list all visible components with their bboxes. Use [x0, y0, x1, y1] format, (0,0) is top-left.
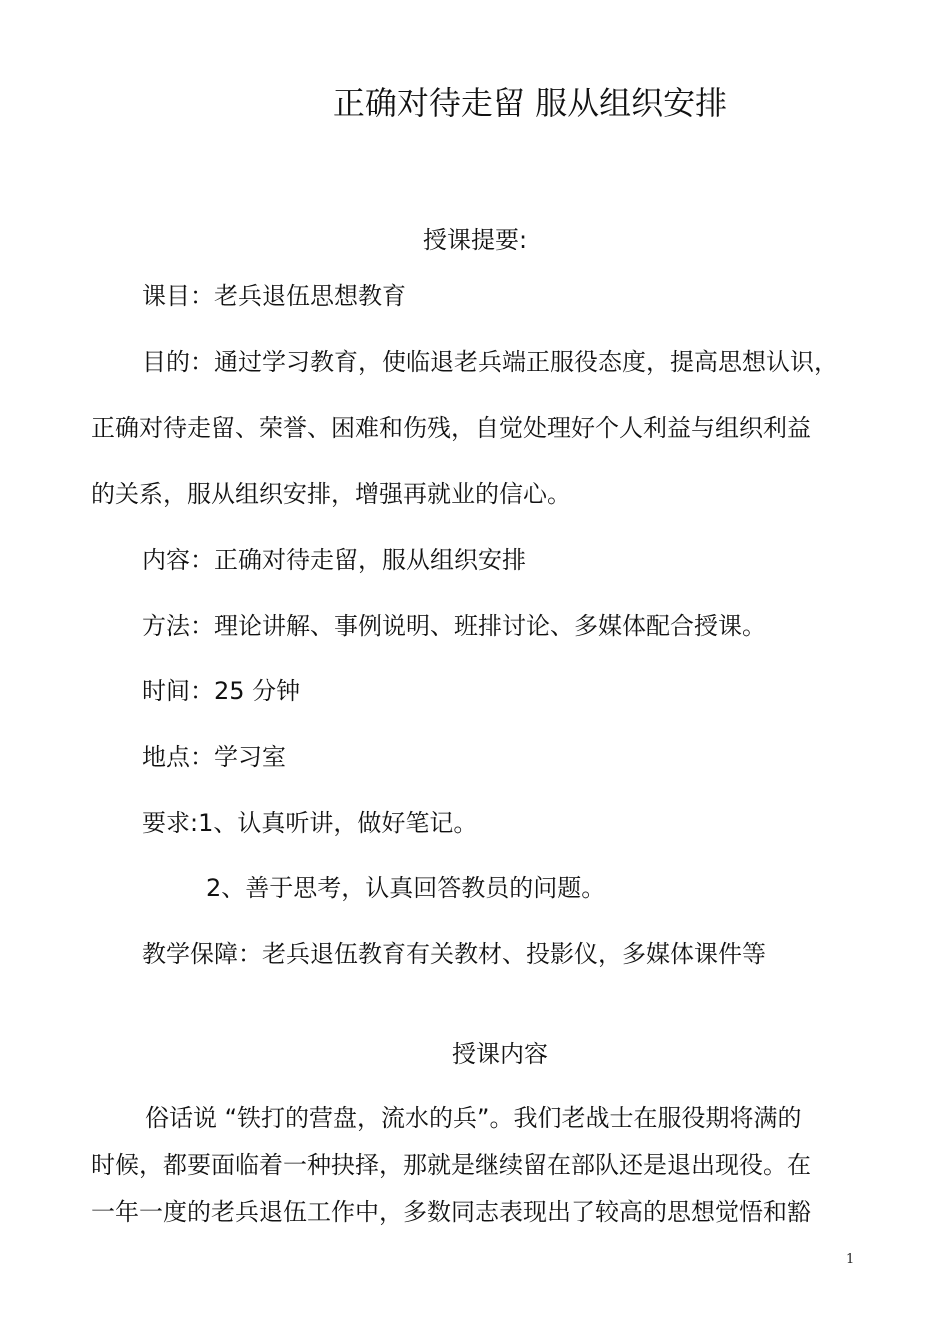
- page-number: 1: [846, 1252, 855, 1267]
- location-line: 地点：学习室: [142, 743, 286, 771]
- subject-line: 课目：老兵退伍思想教育: [142, 282, 406, 310]
- time-line: 时间：25 分钟: [142, 677, 301, 705]
- body-line-1: 俗话说 “铁打的营盘，流水的兵”。我们老战士在服役期将满的: [145, 1104, 802, 1132]
- content-line: 内容：正确对待走留，服从组织安排: [142, 546, 526, 574]
- method-line: 方法：理论讲解、事例说明、班排讨论、多媒体配合授课。: [142, 612, 766, 640]
- summary-heading: 授课提要:: [422, 226, 528, 254]
- body-line-3: 一年一度的老兵退伍工作中，多数同志表现出了较高的思想觉悟和豁: [91, 1198, 811, 1226]
- body-line-2: 时候，都要面临着一种抉择，那就是继续留在部队还是退出现役。在: [91, 1151, 811, 1179]
- content-heading: 授课内容: [452, 1040, 548, 1068]
- purpose-line-3: 的关系，服从组织安排，增强再就业的信心。: [91, 480, 571, 508]
- document-title: 正确对待走留 服从组织安排: [332, 84, 728, 122]
- purpose-line-1: 目的：通过学习教育，使临退老兵端正服役态度，提高思想认识，: [142, 348, 838, 376]
- purpose-line-2: 正确对待走留、荣誉、困难和伤残，自觉处理好个人利益与组织利益: [91, 414, 811, 442]
- support-line: 教学保障：老兵退伍教育有关教材、投影仪，多媒体课件等: [142, 940, 766, 968]
- requirement-line-2: 2、善于思考，认真回答教员的问题。: [206, 874, 606, 902]
- requirement-line-1: 要求:1、认真听讲，做好笔记。: [142, 809, 478, 837]
